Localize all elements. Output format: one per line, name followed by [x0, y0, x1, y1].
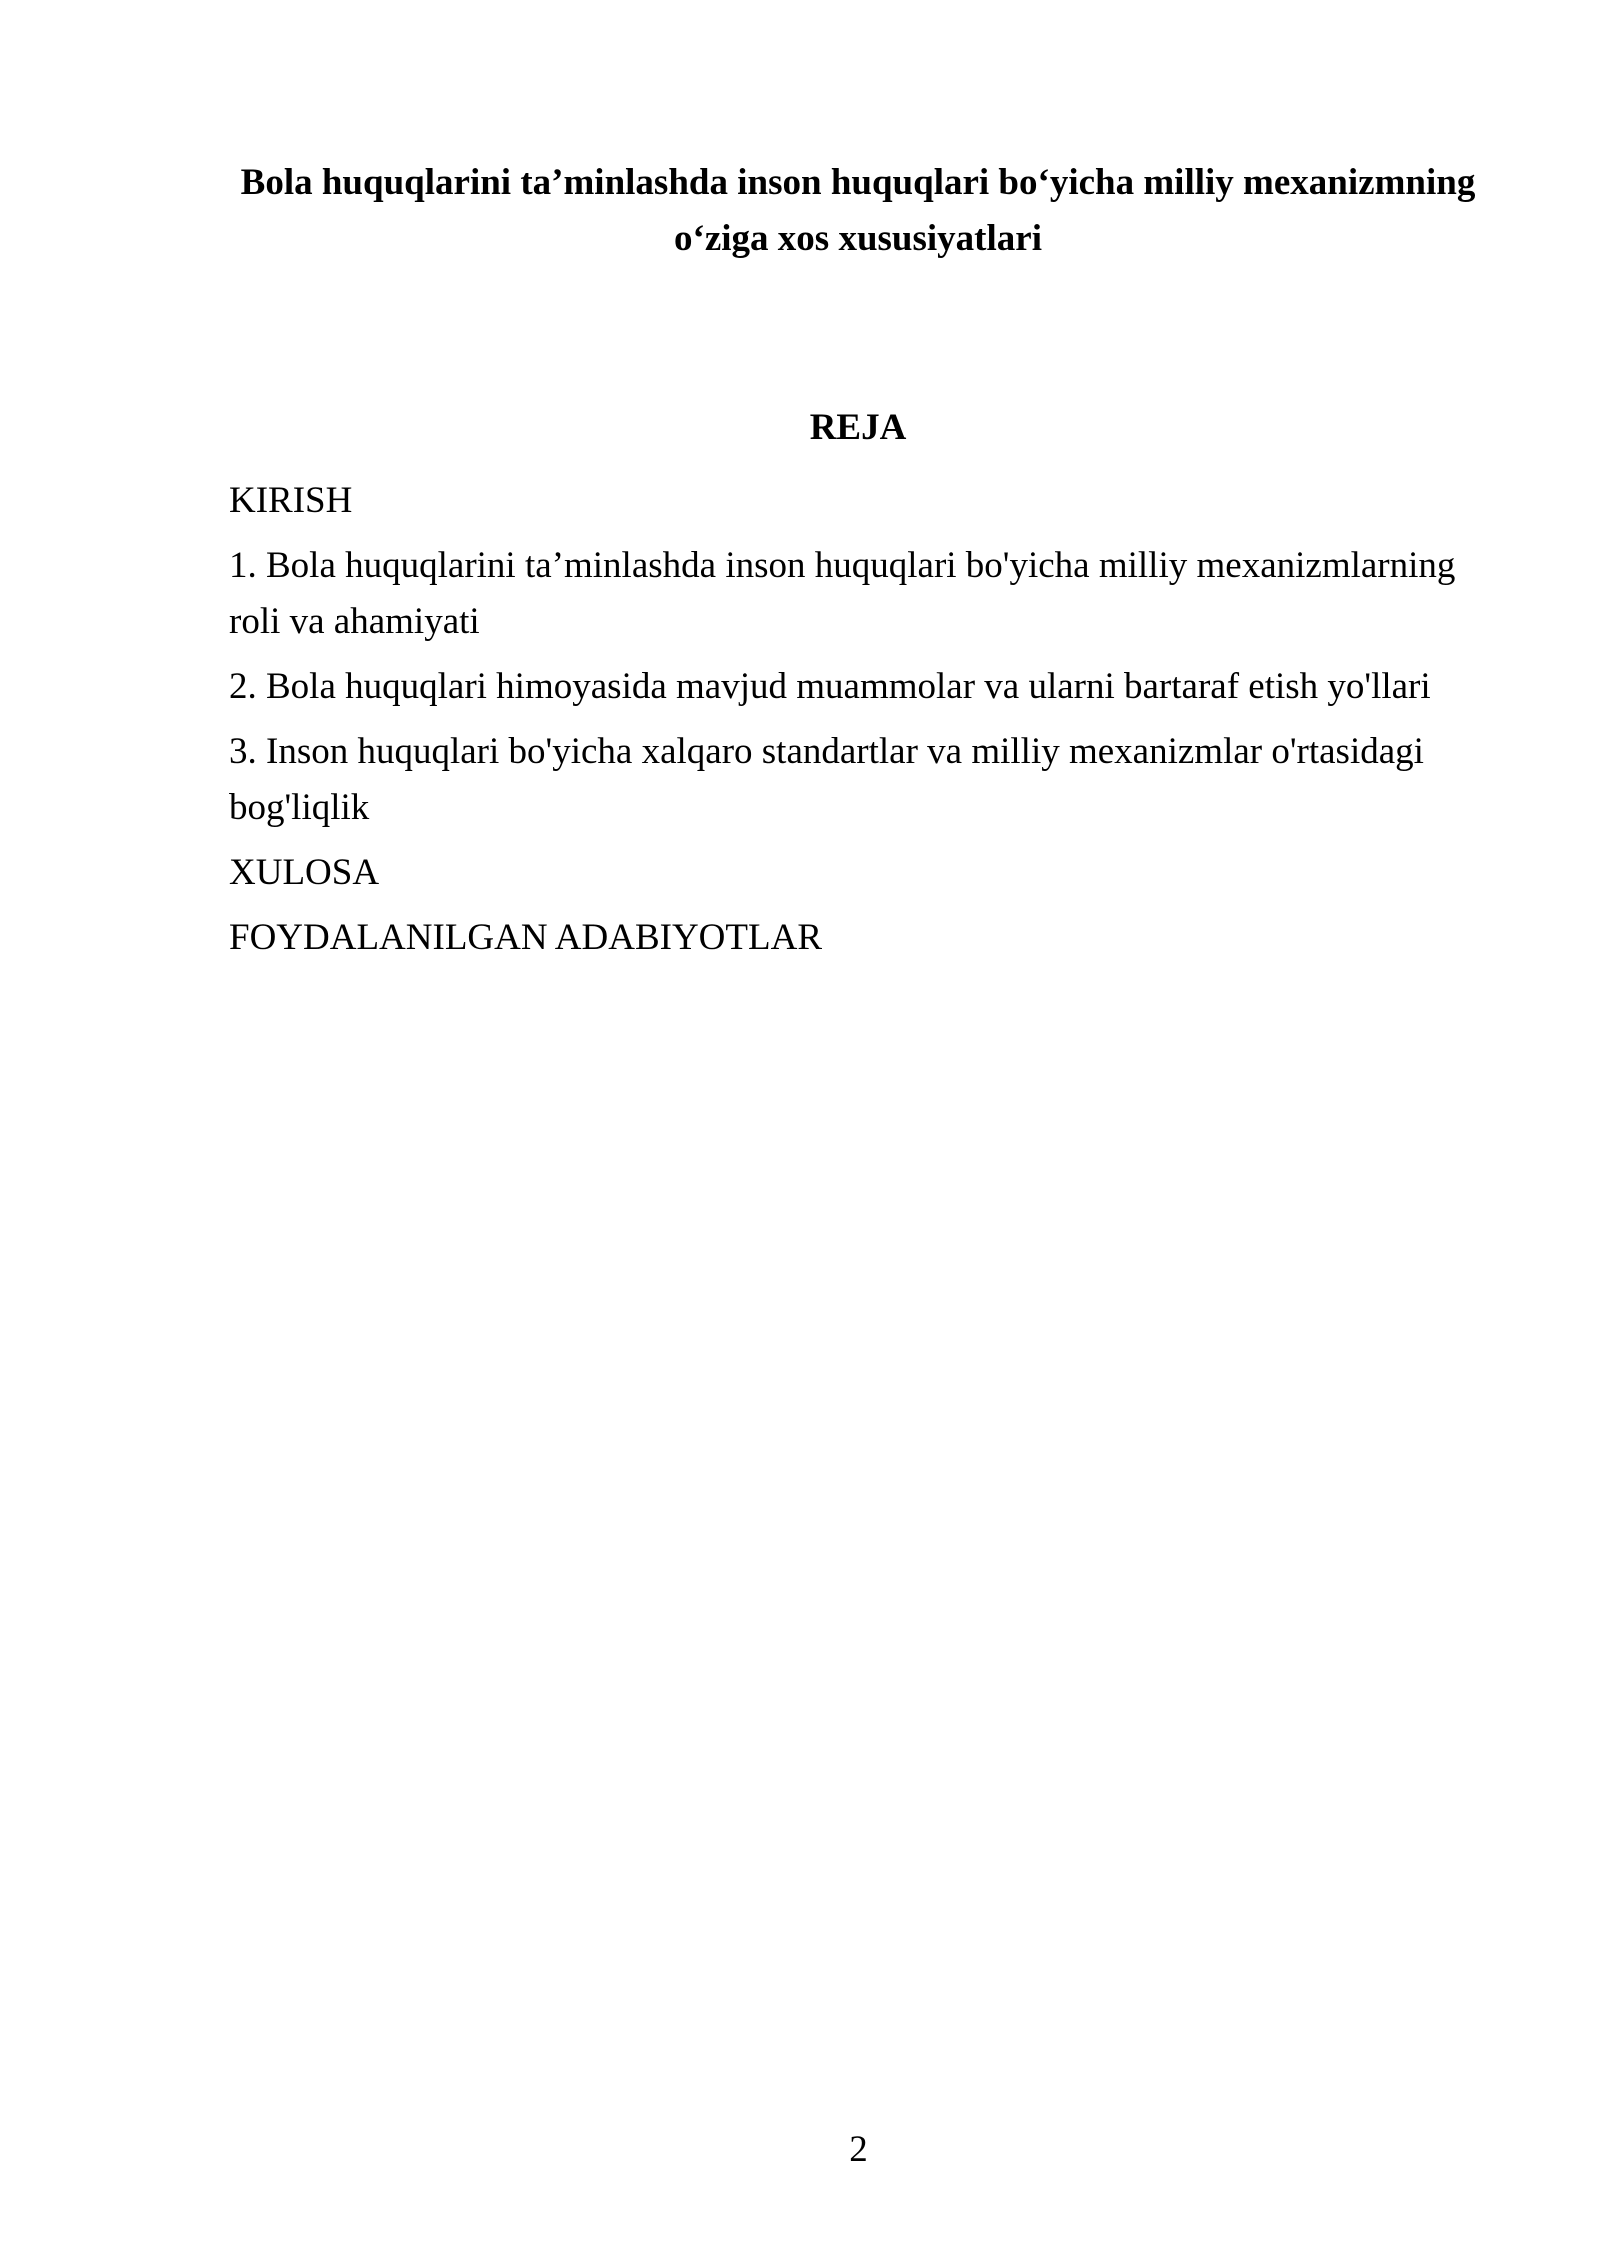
document-title-line-2: o‘ziga xos xususiyatlari	[674, 218, 1042, 259]
document-title-line-1: Bola huquqlarini ta’minlashda inson huquqlari bo‘yicha milliy mexanizmning	[240, 162, 1476, 203]
plan-item-1: 1. Bola huquqlarini ta’minlashda inson huquqlari bo'yicha milliy mexanizmlarning roli va ahamiyati	[229, 545, 1456, 642]
plan-item-2: 2. Bola huquqlari himoyasida mavjud muammolar va ularni bartaraf etish yo'llari	[229, 666, 1431, 707]
plan-item-3: 3. Inson huquqlari bo'yicha xalqaro standartlar va milliy mexanizmlar o'rtasidagi bog'liqlik	[229, 731, 1424, 828]
plan-heading: REJA	[809, 407, 907, 448]
plan-item-conclusion: XULOSA	[229, 852, 380, 893]
page-number: 2	[849, 2129, 868, 2170]
plan-item-references: FOYDALANILGAN ADABIYOTLAR	[229, 917, 822, 958]
plan-list	[229, 473, 1487, 975]
document-title	[229, 155, 1487, 267]
plan-item-introduction: KIRISH	[229, 480, 353, 521]
